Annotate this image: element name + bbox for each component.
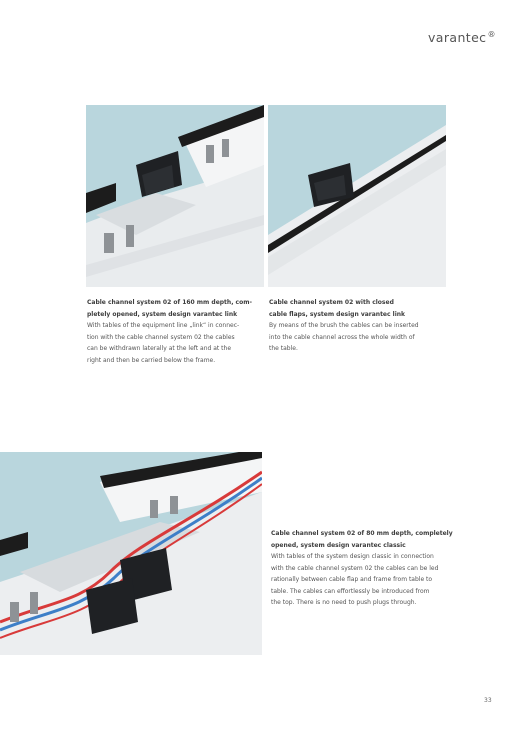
caption-title: Cable channel system 02 of 80 mm depth, completely opened, system design varantec classic [271,530,453,549]
brand-name: varantec [428,30,487,46]
page-number: 33 [484,697,492,704]
caption-body: With tables of the system design classic in connection with the cable channel system 02 the cables can be led rationally between cable flap and frame from table to table. The cables can effortlessly be introduced from the top. There is no need to push plugs through. [271,553,439,606]
caption-classic-opened [271,528,461,609]
brand-registered-mark: ® [487,30,496,39]
caption-title: Cable channel system 02 of 160 mm depth, com- pletely opened, system design varantec link [87,299,252,318]
caption-link-closed [269,297,445,355]
caption-link-opened [87,297,263,366]
photo-cable-channel-link-opened [86,105,264,287]
photo-cable-channel-link-closed [268,105,446,287]
caption-body: With tables of the equipment line „link“ in connec- tion with the cable channel system 02 the cables can be withdrawn laterally at the left and at the right and then be carried below the frame. [87,322,240,364]
photo-cable-channel-classic-opened [0,452,262,655]
caption-title: Cable channel system 02 with closed cable flaps, system design varantec link [269,299,406,318]
brand-logo [428,30,496,45]
caption-body: By means of the brush the cables can be inserted into the cable channel across the whole width of the table. [269,322,419,352]
